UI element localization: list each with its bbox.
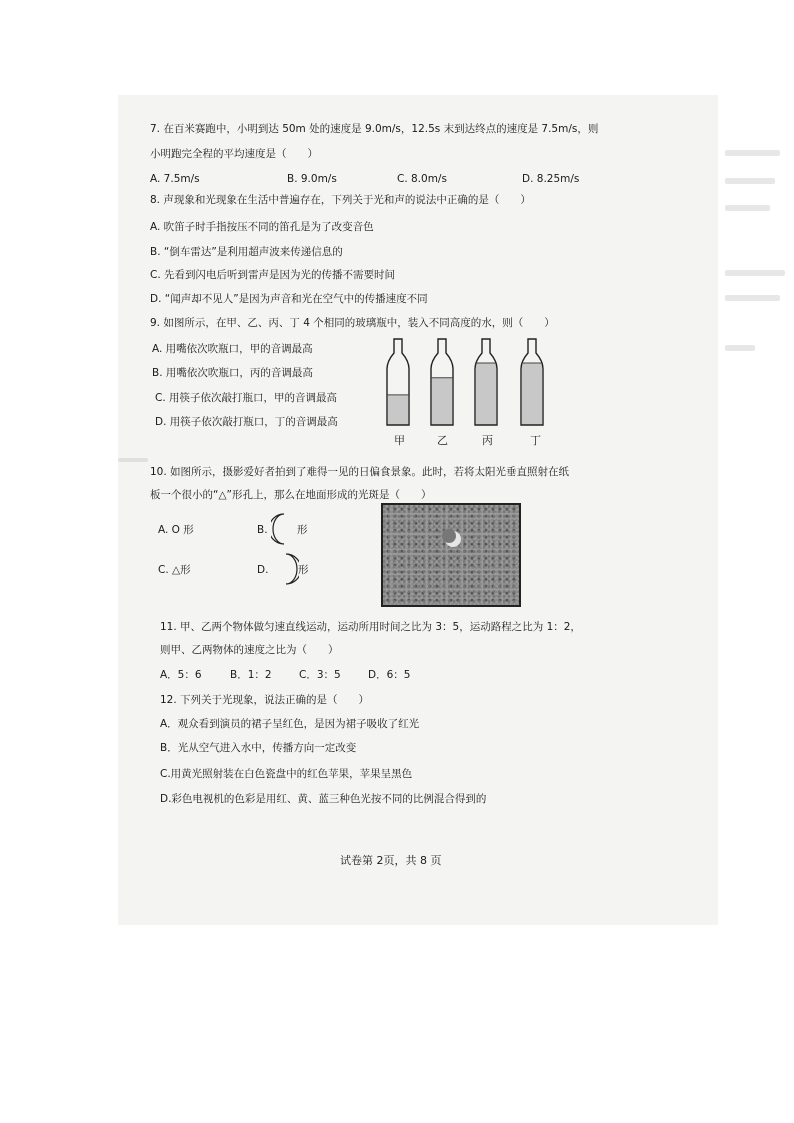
- q7-option-a: A. 7.5m/s: [150, 173, 200, 185]
- q11-option-d: D．6：5: [368, 669, 411, 681]
- page-footer: 试卷第 2页，共 8 页: [340, 854, 442, 867]
- q7-option-d: D. 8.25m/s: [522, 173, 580, 185]
- bottle-label-jia: 甲: [394, 434, 405, 447]
- scan-smudge: [725, 270, 785, 276]
- bottle-1: [431, 339, 453, 425]
- q10-option-b-suffix: 形: [297, 524, 308, 536]
- bottle-2: [475, 339, 497, 425]
- q9-option-a: A. 用嘴依次吹瓶口，甲的音调最高: [152, 343, 313, 355]
- q10-option-b: B.: [257, 524, 268, 536]
- q9-stem: 9. 如图所示，在甲、乙、丙、丁 4 个相同的玻璃瓶中，装入不同高度的水，则（ ）: [150, 317, 555, 329]
- q10-option-c: C. △形: [158, 564, 191, 576]
- q7-stem-line2: 小明跑完全程的平均速度是（ ）: [150, 148, 318, 160]
- bottle-label-ding: 丁: [530, 434, 541, 447]
- q10-option-a: A. O 形: [158, 524, 194, 536]
- bottle-label-bing: 丙: [482, 434, 493, 447]
- q10-option-d-suffix: 形: [298, 564, 309, 576]
- q9-option-d: D. 用筷子依次敲打瓶口，丁的音调最高: [155, 416, 338, 428]
- scan-smudge: [118, 458, 148, 462]
- bottle-water-2: [476, 363, 496, 425]
- crescent-left-icon: [271, 512, 297, 546]
- q12-option-d: D.彩色电视机的色彩是用红、黄、蓝三种色光按不同的比例混合得到的: [160, 793, 487, 805]
- scan-smudge: [725, 205, 770, 211]
- bottle-water-0: [388, 395, 408, 425]
- bottle-water-1: [432, 378, 452, 425]
- q12-stem: 12. 下列关于光现象，说法正确的是（ ）: [160, 694, 370, 706]
- q7-stem-line1: 7. 在百米赛跑中，小明到达 50m 处的速度是 9.0m/s，12.5s 末到达终点的速度是 7.5m/s，则: [150, 123, 599, 135]
- scan-smudge: [725, 295, 780, 301]
- q11-stem-line2: 则甲、乙两物体的速度之比为（ ）: [160, 644, 339, 656]
- bottle-water-3: [522, 363, 542, 425]
- q12-option-a: A．观众看到演员的裙子呈红色，是因为裙子吸收了红光: [160, 718, 420, 730]
- q11-option-b: B．1：2: [230, 669, 272, 681]
- bottles-figure: [380, 335, 560, 430]
- q11-option-c: C．3：5: [299, 669, 341, 681]
- q11-option-a: A．5：6: [160, 669, 202, 681]
- q8-option-d: D. “闻声却不见人”是因为声音和光在空气中的传播速度不同: [150, 293, 428, 305]
- q11-stem-line1: 11. 甲、乙两个物体做匀速直线运动，运动所用时间之比为 3：5，运动路程之比为 1：2，: [160, 621, 581, 633]
- q8-option-a: A. 吹笛子时手指按压不同的笛孔是为了改变音色: [150, 221, 374, 233]
- q12-option-b: B．光从空气进入水中，传播方向一定改变: [160, 742, 357, 754]
- q10-stem-line1: 10. 如图所示，摄影爱好者拍到了难得一见的日偏食景象。此时，若将太阳光垂直照射在纸: [150, 466, 570, 478]
- q8-option-b: B. “倒车雷达”是利用超声波来传递信息的: [150, 246, 343, 258]
- bottle-label-yi: 乙: [437, 434, 448, 447]
- scan-smudge: [725, 178, 775, 184]
- bottle-0: [387, 339, 409, 425]
- q8-stem: 8. 声现象和光现象在生活中普遍存在，下列关于光和声的说法中正确的是（ ）: [150, 194, 531, 206]
- q12-option-c: C.用黄光照射装在白色瓷盘中的红色苹果，苹果呈黑色: [160, 768, 413, 780]
- bottle-3: [521, 339, 543, 425]
- q10-option-d: D.: [257, 564, 269, 576]
- partial-eclipse-photo: [381, 503, 521, 607]
- q7-option-c: C. 8.0m/s: [397, 173, 447, 185]
- crescent-right-icon: [273, 552, 299, 586]
- q7-option-b: B. 9.0m/s: [287, 173, 337, 185]
- eclipse-sun-icon: [383, 505, 519, 605]
- q9-option-c: C. 用筷子依次敲打瓶口，甲的音调最高: [155, 392, 338, 404]
- q9-option-b: B. 用嘴依次吹瓶口，丙的音调最高: [152, 367, 313, 379]
- q8-option-c: C. 先看到闪电后听到雷声是因为光的传播不需要时间: [150, 269, 396, 281]
- scan-smudge: [725, 150, 780, 156]
- q10-stem-line2: 板一个很小的“△”形孔上，那么在地面形成的光斑是（ ）: [150, 489, 432, 501]
- scan-smudge: [725, 345, 755, 351]
